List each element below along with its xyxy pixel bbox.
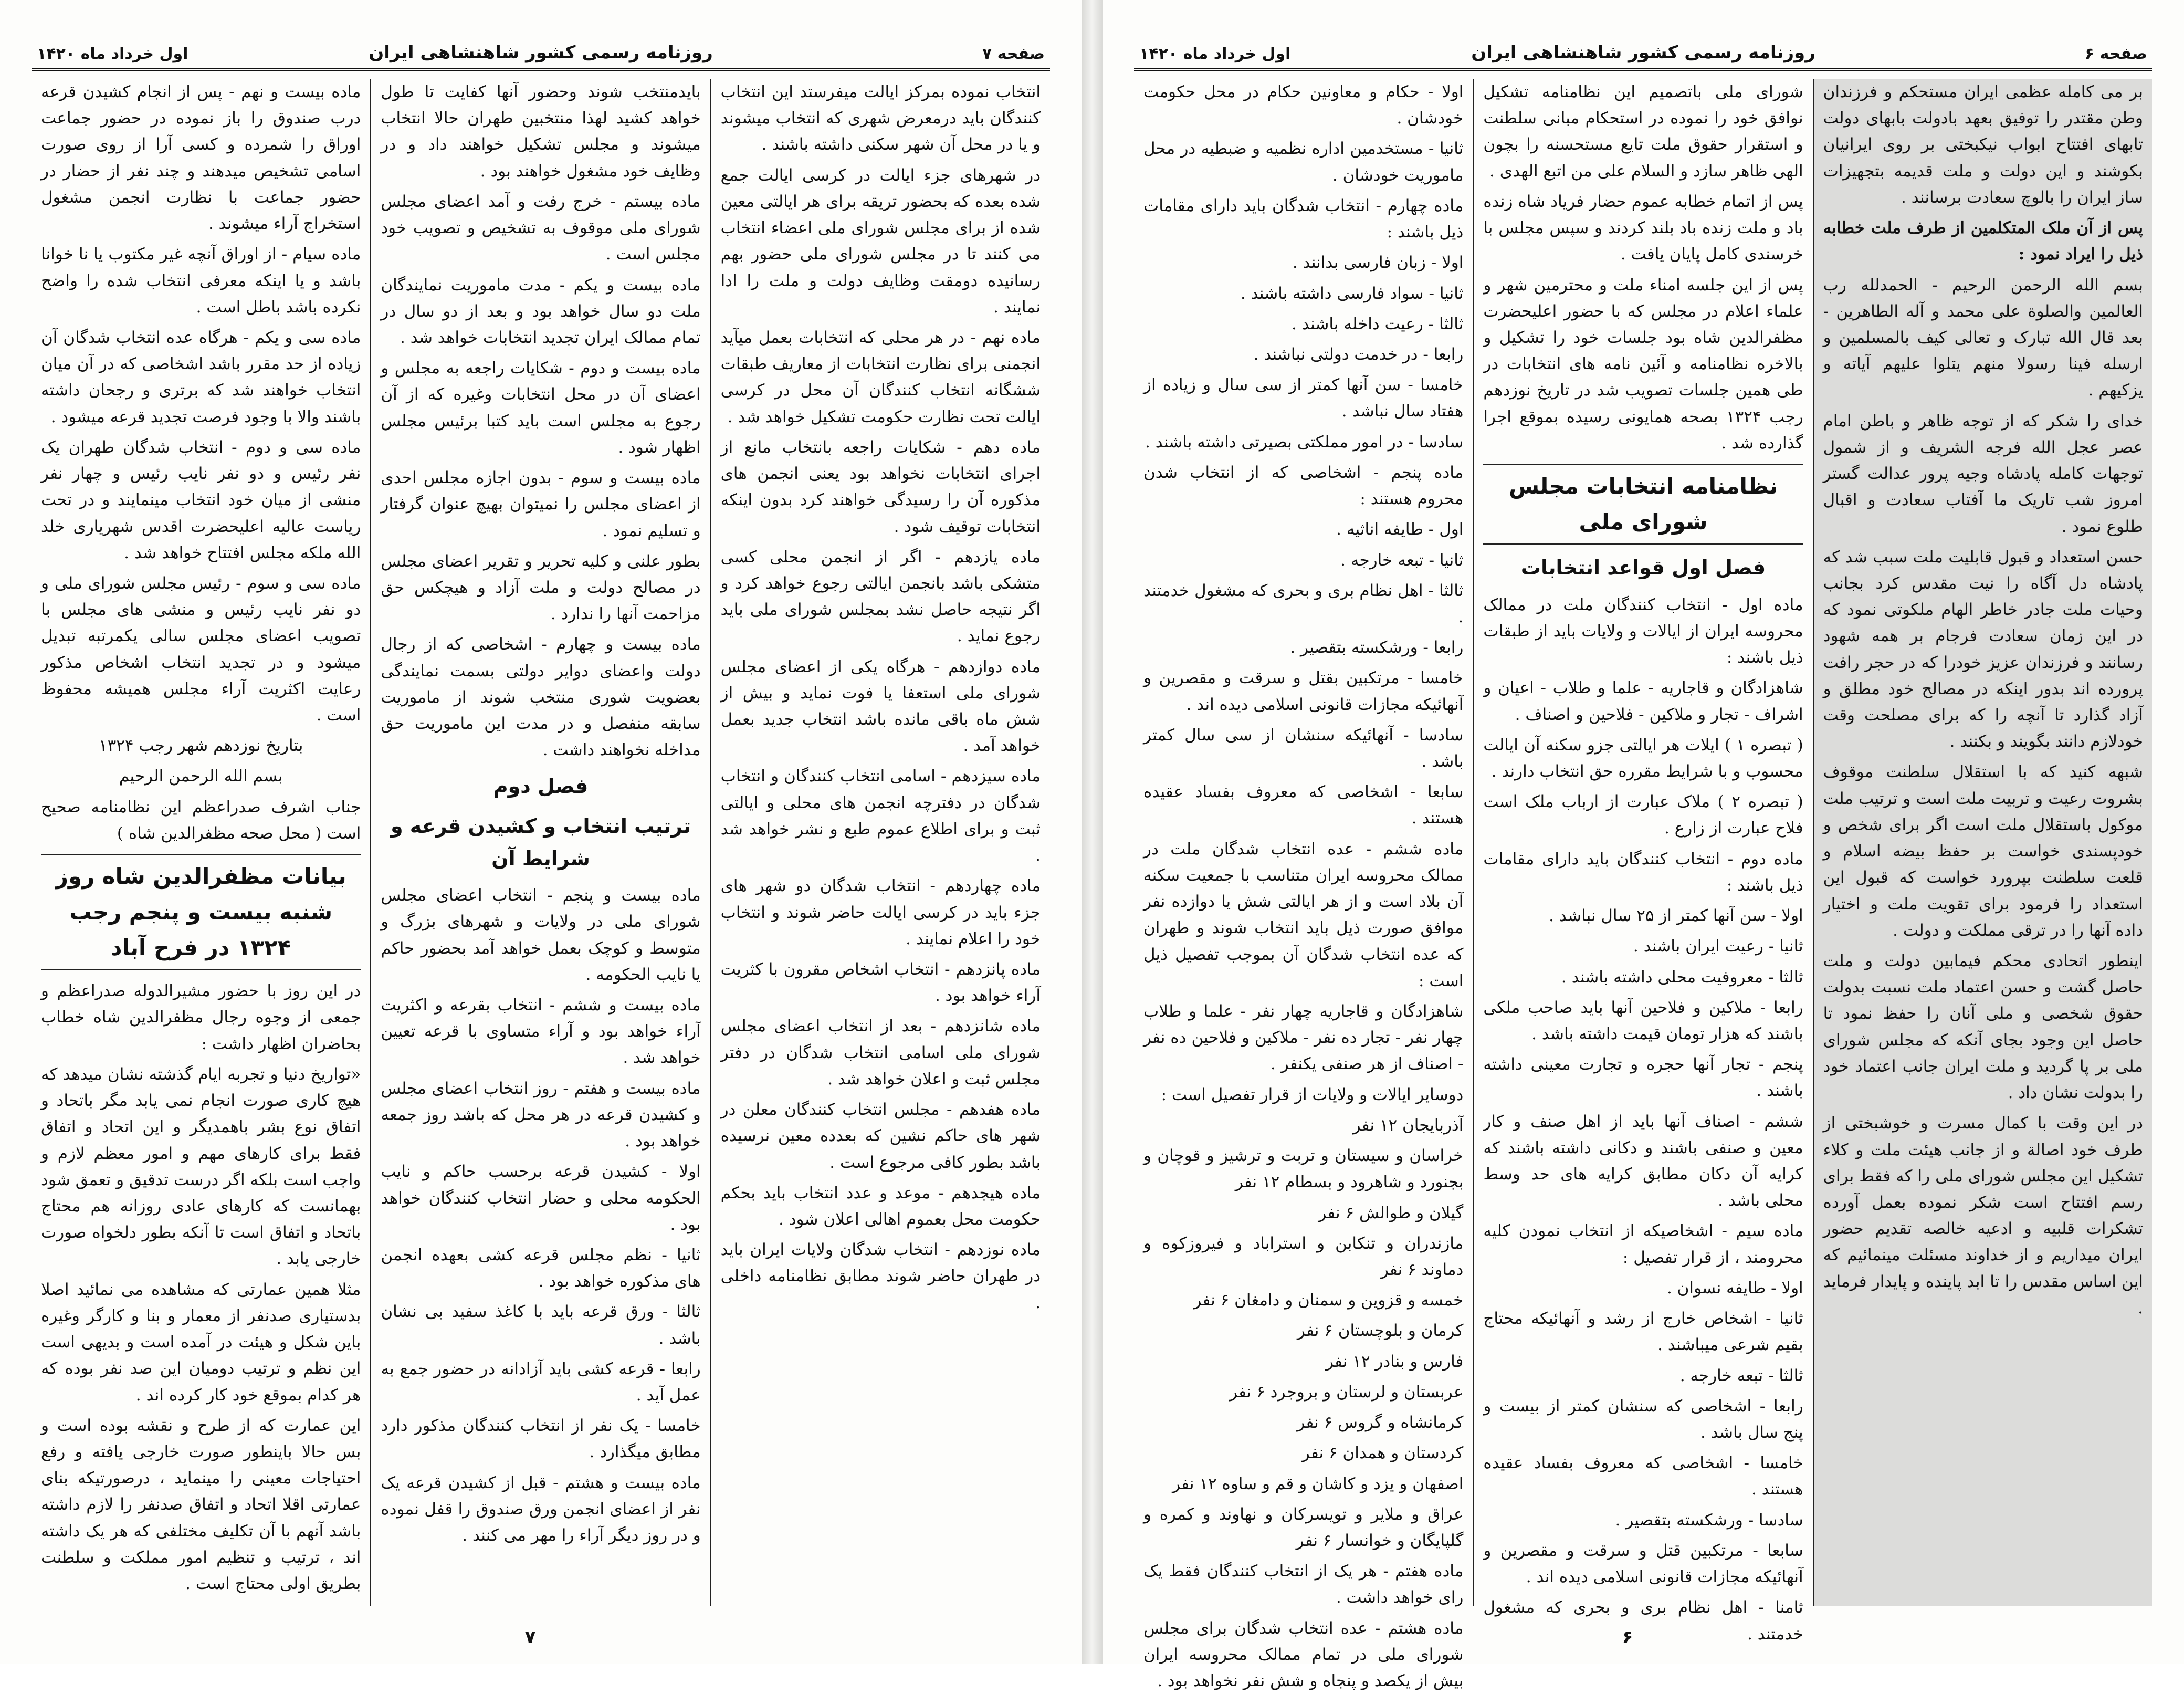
- paragraph: ماده بیست و یکم - مدت ماموریت نمایندگان ملت دو سال خواهد بود و بعد از دو سال در تمام ممالک ایران تجدید انتخابات خواهد شد .: [381, 275, 701, 347]
- paragraph: ماده بیست و هشتم - قبل از کشیدن قرعه یک نفر از اعضای انجمن ورق صندوق را قفل نموده و در روز دیگر آراء را مهر می کنند .: [381, 1473, 701, 1545]
- paragraph: رابعا - در خدمت دولتی نباشند .: [1253, 344, 1464, 364]
- paragraph: ماده چهاردهم - انتخاب شدگان دو شهر های جزء باید در کرسی ایالت حاضر شوند و انتخاب خود را اعلام نمایند .: [720, 876, 1041, 948]
- newspaper-page-right: [1102, 0, 2184, 1691]
- paragraph: ( تبصره ۱ ) ایلات هر ایالتی جزو سکنه آن ایالت محسوب و با شرایط مقرره حق انتخاب دارند .: [1483, 735, 1803, 781]
- paragraph: اولا - زبان فارسی بدانند .: [1292, 253, 1464, 273]
- article-heading: نظامنامه انتخابات مجلس شورای ملی: [1483, 464, 1803, 545]
- paragraph: کردستان و همدان ۶ نفر: [1301, 1444, 1464, 1463]
- footer-page-number: ۶: [1622, 1627, 1633, 1648]
- paragraph: اولا - کشیدن قرعه برحسب حاکم و نایب الحکومه محلی و حضار انتخاب کنندگان خواهد بود .: [381, 1162, 701, 1234]
- paragraph: ماده نهم - در هر محلی که انتخابات بعمل میآید انجمنی برای نظارت انتخابات از معاریف طبقات ششگانه انتخاب کنندگان آن محل در کرسی ایالت تحت نظارت حکومت تشکیل خواهد شد .: [720, 328, 1041, 426]
- paragraph: ماده سی و سوم - رئیس مجلس شورای ملی و دو نفر نایب رئیس و منشی های مجلس با تصویب اعضای مجلس سالی یکمرتبه تبدیل میشود و در تجدید انتخاب اشخاص مذکور رعایت اکثریت آراء مجلس همیشه محفوظ است .: [41, 573, 361, 725]
- paragraph: ماده دوازدهم - هرگاه یکی از اعضای مجلس شورای ملی استعفا یا فوت نماید و بیش از شش ماه باقی مانده باشد انتخاب جدید بعمل خواهد آمد .: [720, 657, 1041, 756]
- text-column: [710, 79, 1050, 1606]
- footer-page-number: ۷: [524, 1627, 536, 1648]
- section-heading: ترتیب انتخاب و کشیدن قرعه و شرایط آن: [390, 814, 691, 870]
- paragraph: ماده دوم - انتخاب کنندگان باید دارای مقامات ذیل باشند :: [1483, 849, 1803, 895]
- paragraph: ماده سی و یکم - هرگاه عده انتخاب شدگان آن زیاده از حد مقرر باشد اشخاصی که در آن میان انتخاب خواهند شد که برتری و رجحان داشته باشند والا با وجود فرصت تجدید قرعه میشود .: [41, 328, 361, 426]
- page-header: [32, 32, 1050, 71]
- paragraph: این عمارت که از طرح و نقشه بوده است و بس حالا باینطور صورت خارجی یافته و رفع احتیاجات معینی را مینماید ، درصورتیکه بنای عمارتی اقلا اتحاد و اتفاق صدنفر را لازم داشته باشد آنهم با آن تکلیف مختلفی که هر یک داشته اند ، ترتیب و تنظیم امور مملکت و سلطنت بطریق اولی محتاج است .: [41, 1416, 361, 1594]
- paragraph: ثانیا - مستخدمین اداره نظمیه و ضبطیه در محل ماموریت خودشان .: [1143, 139, 1464, 185]
- paragraph: سابعا - مرتکبین قتل و سرقت و مقصرین و آنهائیکه مجازات قانونی اسلامی دیده اند .: [1483, 1541, 1803, 1587]
- header-page-number: صفحه ۶: [2084, 45, 2147, 63]
- header-date: اول خرداد ماه ۱۴۲۰: [1139, 45, 1291, 63]
- paragraph: خامسا - سن آنها کمتر از سی سال و زیاده از هفتاد سال نباشد .: [1143, 375, 1464, 421]
- paragraph: اولا - طایفه نسوان .: [1666, 1278, 1803, 1298]
- paragraph: بطور علنی و کلیه تحریر و تقریر اعضای مجلس در مصالح دولت و ملت آزاد و هیچکس حق مزاحمت آنها را ندارد .: [381, 551, 701, 624]
- paragraph: مثلا همین عمارتی که مشاهده می نمائید اصلا بدستیاری صدنفر از معمار و بنا و کارگر وغیره باین شکل و هیئت در آمده است و بدیهی است این نظم و ترتیب دومیان این صد نفر بوده که هر کدام بموقع خود کار کرده اند .: [41, 1280, 361, 1405]
- paragraph: ثالثا - معروفیت محلی داشته باشند .: [1561, 967, 1803, 987]
- paragraph: خامسا - اشخاصی که معروف بفساد عقیده هستند .: [1483, 1454, 1803, 1499]
- article-heading: بیانات مظفرالدین شاه روز شنبه بیست و پنجم رجب ۱۳۲۴ در فرح آباد: [41, 854, 361, 970]
- paragraph: ماده بیستم - خرج رفت و آمد اعضای مجلس شورای ملی موقوف به تشخیص و تصویب خود مجلس است .: [381, 192, 701, 264]
- paragraph: رابعا - اشخاصی که سنشان کمتر از بیست و پنج سال باشد .: [1483, 1396, 1803, 1442]
- text-column: [32, 79, 370, 1606]
- paragraph: ماده ششم - عده انتخاب شدگان ملت در ممالک محروسه ایران متناسب با جمعیت سکنه آن بلاد است و از هر ایالتی شش یا دوازده نفر موافق صورت ذیل باید انتخاب شوند و طهران که عده انتخاب شدگان آن بموجب تفصیل ذیل است :: [1143, 839, 1464, 990]
- paragraph: ثامنا - اهل نظام بری و بحری که مشغول خدمتند .: [1483, 1598, 1803, 1644]
- paragraph: بر می کامله عظمی ایران مستحکم و فرزندان وطن مقتدر را توفیق بعهد بادولت بابهای دولت تابهای افتتاح ابواب نیکبختی بر روی ایرانیان بکوشند و این دولت و ملت قدیمه بتجهیزات ساز ایران را بالوچ سعادت برسانند .: [1823, 82, 2143, 207]
- paragraph: خمسه و قزوین و سمنان و دامغان ۶ نفر: [1193, 1291, 1464, 1310]
- text-column: [1473, 79, 1812, 1644]
- header-title: روزنامه رسمی کشور شاهنشاهی ایران: [1471, 42, 1815, 63]
- paragraph: مازندران و تنکابن و استراباد و فیروزکوه و دماوند ۶ نفر: [1143, 1233, 1464, 1279]
- paragraph: ماده سیام - از اوراق آنچه غیر مکتوب یا نا خوانا باشد و یا اینکه معرفی انتخاب شده را واضح نکرده باشد باطل است .: [41, 245, 361, 317]
- paragraph: پنجم - تجار آنها حجره و تجارت معینی داشته باشند .: [1483, 1055, 1803, 1101]
- paragraph: ماده بیست و ششم - انتخاب بقرعه و اکثریت آراء خواهد بود و آراء متساوی با قرعه تعیین خواهد شد .: [381, 995, 701, 1068]
- section-heading: فصل دوم: [493, 775, 589, 798]
- paragraph: ماده هیجدهم - موعد و عدد انتخاب باید بحکم حکومت محل بعموم اهالی اعلان شود .: [720, 1183, 1041, 1229]
- paragraph: سادسا - آنهائیکه سنشان از سی سال کمتر باشد .: [1143, 725, 1464, 771]
- article-columns: [32, 79, 1050, 1606]
- paragraph: بایدمنتخب شوند وحضور آنها کفایت تا طول خواهد کشید لهذا منتخبین طهران حالا انتخاب میشوند و مجلس تشکیل خواهند داد و در وظایف خود مشغول خواهند بود .: [381, 82, 701, 181]
- newspaper-page-left: [0, 0, 1082, 1664]
- paragraph: پس از اتمام خطابه عموم حضار فریاد شاه زنده باد و ملت زنده باد بلند کردند و سپس مجلس با خرسندی کامل پایان یافت .: [1483, 192, 1803, 264]
- paragraph: خامسا - یک نفر از انتخاب کنندگان مذکور دارد مطابق میگذارد .: [381, 1416, 701, 1462]
- paragraph: اینطور اتحادی محکم فیمابین دولت و ملت حاصل گشت و حسن اعتماد ملت نسبت بدولت حقوق شخصی و ملی آنان را حفظ نمود تا حاصل این وجود بجای آنکه که مجلس شورای ملی بر پا گردید و ملت ایران جانب اعتماد خود را بدولت نشان داد .: [1823, 951, 2143, 1103]
- paragraph: حسن استعداد و قبول قابلیت ملت سبب شد که پادشاه دل آگاه را نیت مقدس کرد بجانب وحیات ملت جادر خاطر الهام ملکوتی نمود که در این زمان سعادت فرجام بر همه شهود رسانند و فرزندان عزیز خودرا که در حجر رافت پرورده اند بدور اینکه در مصالح خود مطلق و آزاد گذارد تا آنچه را که برای مصلحت وقت خودلازم دانند بگویند و بکنند .: [1823, 547, 2143, 751]
- paragraph: کرمانشاه و گروس ۶ نفر: [1297, 1413, 1464, 1432]
- text-column: [1134, 79, 1473, 1691]
- paragraph: خدای را شکر که از توجه ظاهر و باطن امام عصر عجل الله فرجه الشریف و از شمول توجهات کامله پادشاه وجیه پرور عدالت گستر امروز شب تاریک ما آفتاب سعادت و اقبال طلوع نمود .: [1823, 411, 2143, 536]
- paragraph: ششم - اصناف آنها باید از اهل صنف و کار معین و صنفی باشند و دکانی داشته باشند که کرایه آن دکان مطابق کرایه های حد وسط محلی باشد .: [1483, 1112, 1803, 1210]
- paragraph: ماده هفتم - هر یک از انتخاب کنندگان فقط یک رای خواهد داشت .: [1143, 1562, 1464, 1607]
- paragraph: اول - طایفه اناثیه .: [1336, 520, 1464, 539]
- paragraph: ماده اول - انتخاب کنندگان ملت در ممالک محروسه ایران از ایالات و ولایات باید از طبقات ذیل باشند :: [1483, 595, 1803, 667]
- paragraph: ماده یازدهم - اگر از انجمن محلی کسی متشکی باشد بانجمن ایالتی رجوع خواهد کرد و اگر نتیجه حاصل نشد بمجلس شورای ملی باید رجوع نماید .: [720, 547, 1041, 646]
- paragraph: در شهرهای جزء ایالت در کرسی ایالت جمع شده بعده که بحضور تریقه برای هر ایالتی معین شده از برای مجلس شورای ملی اعضاء انتخاب می کنند تا در مجلس شورای ملی حضور بهم رسانیده دومقت وظایف دولت و ملت را ادا نمایند .: [720, 165, 1041, 317]
- paragraph: ثانیا - تبعه خارجه .: [1340, 550, 1464, 570]
- paragraph: ثالثا - رعیت داخله باشند .: [1292, 314, 1464, 333]
- paragraph: ( تبصره ۲ ) ملاک عبارت از ارباب ملک است فلاح عبارت از زارع .: [1483, 792, 1803, 838]
- paragraph: ثالثا - اهل نظام بری و بحری که مشغول خدمتند .: [1143, 581, 1464, 626]
- paragraph: ماده هشتم - عده انتخاب شدگان برای مجلس شورای ملی در تمام ممالک محروسه ایران بیش از یکصد و پنجاه و شش نفر نخواهد بود .: [1143, 1618, 1464, 1691]
- paragraph: ثانیا - نظم مجلس قرعه کشی بعهده انجمن های مذکوره خواهد بود .: [381, 1245, 701, 1291]
- paragraph: سادسا - در امور مملکتی بصیرتی داشته باشند .: [1144, 432, 1464, 452]
- paragraph: ماده سیزدهم - اسامی انتخاب کنندگان و انتخاب شدگان در دفترچه انجمن های محلی و ایالتی ثبت و برای اطلاع عموم طبع و نشر خواهد شد .: [720, 767, 1041, 865]
- paragraph: ثانیا - اشخاص خارج از رشد و آنهائیکه محتاج بقیم شرعی میباشند .: [1483, 1309, 1803, 1355]
- paragraph: اولا - سن آنها کمتر از ۲۵ سال نباشد .: [1549, 906, 1803, 926]
- paragraph: ماده نوزدهم - انتخاب شدگان ولایات ایران باید در طهران حاضر شوند مطابق نظامنامه داخلی .: [720, 1240, 1041, 1312]
- paragraph: ماده بیست و دوم - شکایات راجعه به مجلس و اعضای آن در محل انتخابات وغیره که از آن رجوع به مجلس است باید کتبا برئیس مجلس اظهار شود .: [381, 359, 701, 457]
- centered-line: بتاریخ نوزدهم شهر رجب ۱۳۲۴: [98, 736, 303, 756]
- paragraph: شاهزادگان و قاجاریه - علما و طلاب - اعیان و اشراف - تجار و ملاکین - فلاحین و اصناف .: [1483, 678, 1803, 724]
- paragraph: ماده بیست و سوم - بدون اجازه مجلس احدی از اعضای مجلس را نمیتوان بهیچ عنوان گرفتار و تسلیم نمود .: [381, 468, 701, 540]
- paragraph: رابعا - ورشکسته بتقصیر .: [1290, 638, 1464, 657]
- paragraph: عراق و ملایر و تویسرکان و نهاوند و کمره و گلپایگان و خوانسار ۶ نفر: [1143, 1504, 1464, 1550]
- paragraph: دوساير ایالات و ولایات از قرار تفصیل است :: [1161, 1085, 1464, 1104]
- centered-line: بسم الله الرحمن الرحیم: [119, 767, 283, 786]
- paragraph: ماده شانزدهم - بعد از انتخاب اعضای مجلس شورای ملی اسامی انتخاب شدگان در دفتر مجلس ثبت و اعلان خواهد شد .: [720, 1017, 1041, 1089]
- paragraph: خراسان و سیستان و تربت و ترشیز و قوچان و بجنورد و شاهرود و بسطام ۱۲ نفر: [1143, 1146, 1464, 1192]
- paragraph: رابعا - ملاکین و فلاحین آنها باید صاحب ملکی باشند که هزار تومان قیمت داشته باشد .: [1483, 998, 1803, 1043]
- paragraph: ماده هفدهم - مجلس انتخاب کنندگان معلن در شهر های حاکم نشین که بعدده معین نرسیده باشد بطور کافی مرجوع است .: [720, 1100, 1041, 1172]
- paragraph: فارس و بنادر ۱۲ نفر: [1325, 1352, 1464, 1371]
- paragraph: آذربایجان ۱۲ نفر: [1352, 1115, 1464, 1135]
- paragraph: ماده بیست و نهم - پس از انجام کشیدن قرعه درب صندوق را باز نموده در حضور جماعت اوراق را شمرده و کسی آرا از روی صورت اسامی تشخیص میدهند و چند نفر از حضار در حضور جماعت با نظارت انجمن مشغول استخراج آراء میشوند .: [41, 82, 361, 234]
- paragraph: انتخاب نموده بمرکز ایالت میفرستد این انتخاب کنندگان باید درمعرض شهری که انتخاب میشوند و یا در محل آن شهر سکنی داشته باشند .: [720, 82, 1041, 154]
- paragraph: ماده بیست و چهارم - اشخاصی که از رجال دولت واعضای دوایر دولتی بسمت نمایندگی بعضویت شوری منتخب شوند از ماموریت سابقه منفصل و در مدت این ماموریت حق مداخله نخواهند داشت .: [381, 635, 701, 760]
- paragraph: سادسا - ورشکسته بتقصیر .: [1615, 1510, 1803, 1530]
- paragraph: ثالثا - ورق قرعه باید با کاغذ سفید بی نشان باشد .: [381, 1302, 701, 1348]
- paragraph: شاهزادگان و قاجاریه چهار نفر - علما و طلاب چهار نفر - تجار ده نفر - ملاکین و فلاحین ده نفر - اصناف از هر صنفی یکنفر .: [1143, 1002, 1464, 1074]
- header-date: اول خرداد ماه ۱۴۲۰: [37, 45, 188, 63]
- paragraph: ماده سیم - اشخاصیکه از انتخاب نمودن کلیه محرومند ، از قرار تفصیل :: [1483, 1221, 1803, 1267]
- paragraph: ماده بیست و هفتم - روز انتخاب اعضای مجلس و کشیدن قرعه در هر محل که باشد روز جمعه خواهد بود .: [381, 1079, 701, 1151]
- paragraph: کرمان و بلوچستان ۶ نفر: [1297, 1321, 1464, 1341]
- paragraph: گیلان و طوالش ۶ نفر: [1318, 1203, 1464, 1222]
- text-column: [1813, 79, 2152, 1606]
- section-heading: فصل اول قواعد انتخابات: [1520, 556, 1766, 580]
- paragraph: «تواریخ دنیا و تجربه ایام گذشته نشان میدهد که هیچ کاری صورت انجام نمی یابد مگر باتحاد و اتفاق نوع بشر باهمدیگر و این اتحاد و اتفاق فقط برای کارهای مهم و امور معظم لازم و واجب است بلکه اگر درست تدقیق و تعمق شود بهمانست که کارهای عادی روزانه هم محتاج باتحاد و اتفاق است تا آنکه بطور دلخواه صورت خارجی یابد .: [41, 1064, 361, 1269]
- paragraph: جناب اشرف صدراعظم این نظامنامه صحیح است ( محل صحه مظفرالدین شاه ): [41, 797, 361, 843]
- header-page-number: صفحه ۷: [982, 45, 1045, 63]
- paragraph: خامسا - مرتکبین بقتل و سرقت و مقصرین و آنهائیکه مجازات قانونی اسلامی دیده اند .: [1143, 668, 1464, 714]
- paragraph: ماده چهارم - انتخاب شدگان باید دارای مقامات ذیل باشند :: [1143, 196, 1464, 242]
- paragraph: شورای ملی باتصمیم این نظامنامه تشکیل نوافق خود را نموده در استحکام مبانی سلطنت و استقرار حقوق ملت تایع مستحسنه را بچون الهی ظاهر سازد و السلام علی من اتبع الهدی .: [1483, 82, 1803, 181]
- paragraph: پس از این جلسه امناء ملت و محترمین شهر و علماء اعلام در مجلس که با حضور اعلیحضرت مظفرالدین شاه بود جلسات خود را تشکیل و بالاخره نظامنامه و آئین نامه های انتخابات در طی همین جلسات تصویب شد در تاریخ نوزدهم رجب ۱۳۲۴ بصحه همایونی رسیده بموقع اجرا گذارده شد .: [1483, 275, 1803, 453]
- paragraph: بسم الله الرحمن الرحیم - الحمدلله رب العالمین والصلوة علی محمد و آله الطاهرین - بعد قال الله تبارک و تعالی کیف بالمسلمین و ارسله فینا رسولا منهم یتلوا علیهم آیاته و یزکیهم .: [1823, 275, 2143, 400]
- paragraph: سابعا - اشخاصی که معروف بفساد عقیده هستند .: [1143, 782, 1464, 828]
- paragraph: ثانیا - سواد فارسی داشته باشند .: [1240, 284, 1464, 303]
- paragraph: ماده بیست و پنجم - انتخاب اعضای مجلس شورای ملی در ولایات و شهرهای بزرگ و متوسط و کوچک بعمل خواهد آمد بحضور حاکم یا نایب الحکومه .: [381, 886, 701, 984]
- paragraph: رابعا - قرعه کشی باید آزادانه در حضور جمع به عمل آید .: [381, 1359, 701, 1405]
- paragraph: ماده پانزدهم - انتخاب اشخاص مقرون با کثریت آراء خواهد بود .: [720, 960, 1041, 1006]
- paragraph: در این روز با حضور مشیرالدوله صدراعظم و جمعی از وجوه رجال مظفرالدین شاه خطاب بحاضران اظهار داشت :: [41, 981, 361, 1053]
- article-columns: [1134, 79, 2152, 1691]
- paragraph: ثانیا - رعیت ایران باشند .: [1633, 937, 1803, 956]
- page-header: [1134, 32, 2152, 71]
- bold-paragraph: پس از آن ملک المتکلمین از طرف ملت خطابه ذیل را ایراد نمود :: [1823, 218, 2143, 264]
- header-title: روزنامه رسمی کشور شاهنشاهی ایران: [369, 42, 713, 63]
- paragraph: در این وقت با کمال مسرت و خوشبختی از طرف خود اصالة و از جانب هیئت ملت و کلاء تشکیل این مجلس شورای ملی را که فقط برای رسم افتتاح است شکر نموده بعمل آورده تشکرات قلبیه و ادعیه خالصه تقدیم حضور ایران میداریم و از خداوند مسئلت مینمائیم که این اساس مقدس را تا ابد پاینده و پایدار فرماید .: [1823, 1114, 2143, 1317]
- paragraph: اصفهان و یزد و کاشان و قم و ساوه ۱۲ نفر: [1172, 1474, 1464, 1493]
- paragraph: اولا - حکام و معاونین حکام در محل حکومت خودشان .: [1143, 82, 1464, 128]
- paragraph: شبهه کنید که با استقلال سلطنت موقوف بشروت رعیت و تربیت ملت است و ترتیب ملت موکول باستقلال ملت است اگر برای شخص و خودپسندی خواست بر حفظ بیضه اسلام و قلعت سلطنت بپرورد خواست که قبول این استعداد را فرمود برای تقویت ملت و اختیار داده آنها را در ترقی مملکت و دولت .: [1823, 762, 2143, 940]
- paragraph: ماده پنجم - اشخاصی که از انتخاب شدن محروم هستند :: [1143, 463, 1464, 509]
- page-gutter: [1082, 0, 1102, 1664]
- paragraph: عربستان و لرستان و بروجرد ۶ نفر: [1229, 1382, 1464, 1402]
- paragraph: ثالثا - تبعه خارجه .: [1679, 1366, 1803, 1385]
- paragraph: ماده دهم - شکایات راجعه بانتخاب مانع از اجرای انتخابات نخواهد بود یعنی انجمن های مذکوره آن را رسیدگی خواهند کرد بدون اینکه انتخابات توقیف شود .: [720, 437, 1041, 536]
- paragraph: ماده سی و دوم - انتخاب شدگان طهران یک نفر رئیس و دو نفر نایب رئیس و چهار نفر منشی از میان خود انتخاب مینمایند و در تحت ریاست عالیه اعلیحضرت اقدس شهریاری خلد الله ملکه مجلس افتتاح خواهد شد .: [41, 437, 361, 562]
- text-column: [370, 79, 710, 1606]
